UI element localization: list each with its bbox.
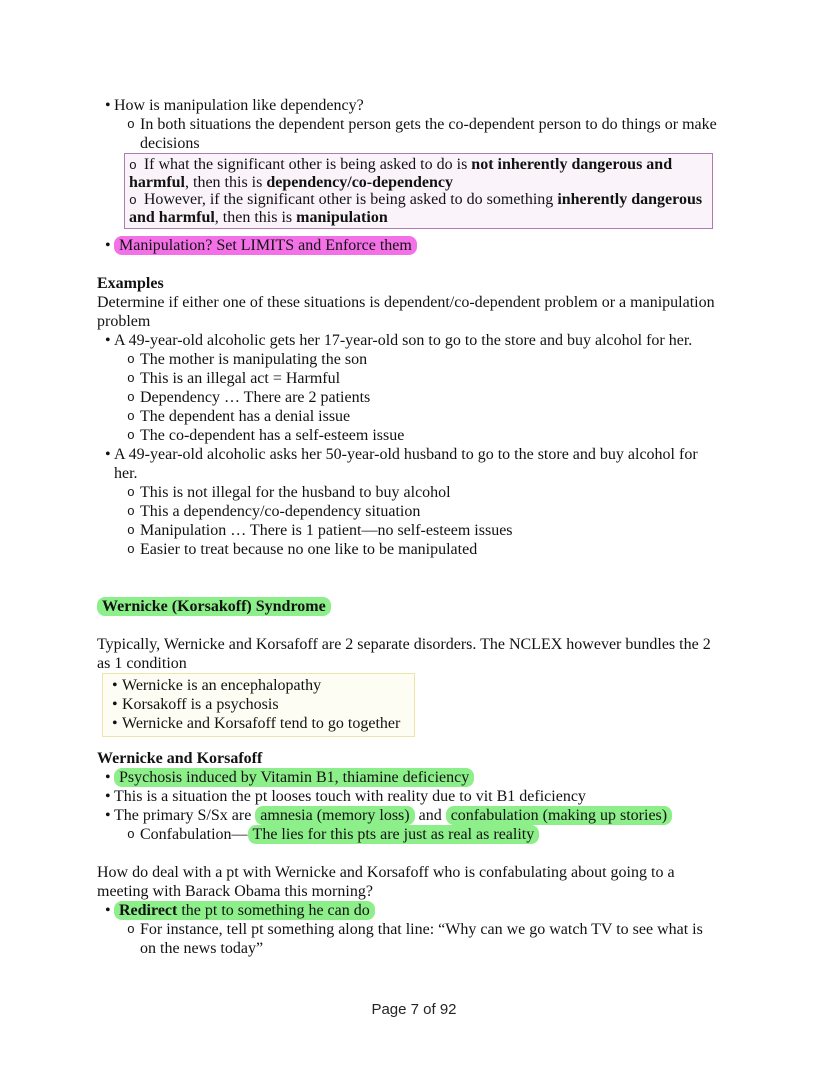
sub-bullet-item: o Dependency … There are 2 patients (127, 389, 371, 406)
boxed-item: • Korsakoff is a psychosis (112, 696, 279, 713)
bullet-marker: o (127, 371, 135, 386)
spacer (97, 255, 737, 274)
boxed-item: • Wernicke and Korsafoff tend to go together (112, 715, 401, 732)
bullet-marker: o (127, 922, 135, 937)
bullet-marker: o (127, 352, 135, 367)
spacer (97, 616, 737, 635)
bullet-item: • The primary S/Sx are amnesia (memory loss) and confabulation (making up stories) (97, 806, 737, 825)
paragraph: Typically, Wernicke and Korsafoff are 2 separate disorders. The NCLEX however bundles the 2 as 1 condition (97, 636, 711, 672)
page-number: Page 7 of 92 (371, 1001, 457, 1018)
sub-bullet-item: o This is not illegal for the husband to buy alcohol (127, 484, 451, 501)
boxed-item: o However, if the significant other is being asked to do something inherently dangerous and harmful, then this is manipulation (129, 191, 703, 226)
highlight-green: Psychosis induced by Vitamin B1, thiamine deficiency (114, 768, 474, 787)
bullet-item (97, 768, 737, 787)
bullet-marker: o (129, 158, 137, 173)
bullet-marker: o (127, 117, 135, 132)
bullet-marker: o (127, 409, 135, 424)
bullet-marker: o (127, 428, 135, 443)
bullet-marker: o (127, 485, 135, 500)
bullet-marker: • (112, 696, 118, 713)
highlight-green: confabulation (making up stories) (446, 806, 672, 825)
highlight-box-purple (124, 153, 713, 229)
bullet-marker: o (127, 523, 135, 538)
bullet-marker: • (105, 788, 111, 805)
bullet-item: • A 49-year-old alcoholic gets her 17-year-old son to go to the store and buy alcohol for her. (105, 332, 693, 349)
bullet-marker: o (127, 390, 135, 405)
document-content (97, 96, 737, 958)
bullet-marker: o (129, 193, 137, 208)
sub-bullet-item: o The mother is manipulating the son (127, 351, 368, 368)
sub-bullet-item: o In both situations the dependent person gets the co-dependent person to do things or make decisions (127, 116, 717, 152)
bullet-marker: o (127, 504, 135, 519)
bullet-marker: • (105, 97, 111, 114)
bullet-marker: o (127, 827, 135, 842)
section-heading (97, 597, 737, 616)
bullet-marker: • (105, 807, 111, 824)
highlight-green: The lies for this pts are just as real as reality (248, 825, 540, 844)
section-heading: Examples (97, 275, 164, 292)
sub-bullet-item: o Confabulation— The lies for this pts are just as real as reality (97, 825, 737, 844)
highlight-green: Redirect the pt to something he can do (114, 901, 375, 920)
sub-bullet-item: o Manipulation … There is 1 patient—no self-esteem issues (127, 522, 513, 539)
highlight-green: Wernicke (Korsakoff) Syndrome (97, 597, 331, 616)
spacer (97, 844, 737, 863)
sub-bullet-item: o This a dependency/co-dependency situation (127, 503, 421, 520)
bullet-marker: • (105, 332, 111, 349)
boxed-item: o If what the significant other is being asked to do is not inherently dangerous and harmful, then this is dependency/co-dependency (129, 156, 673, 191)
note-box-yellow (102, 673, 415, 737)
bullet-marker: • (105, 237, 111, 254)
paragraph: Determine if either one of these situations is dependent/co-dependent problem or a manipulation problem (97, 294, 715, 330)
bullet-item (97, 901, 737, 920)
bullet-item: • This is a situation the pt looses touch with reality due to vit B1 deficiency (105, 788, 586, 805)
section-heading: Wernicke and Korsafoff (97, 750, 263, 767)
sub-bullet-item: o The co-dependent has a self-esteem issue (127, 427, 405, 444)
spacer (97, 559, 737, 597)
sub-bullet-item: o For instance, tell pt something along that line: “Why can we go watch TV to see what is on the news today” (127, 921, 703, 957)
bullet-marker: • (112, 715, 118, 732)
sub-bullet-item: o This is an illegal act = Harmful (127, 370, 341, 387)
sub-bullet-item: o Easier to treat because no one like to be manipulated (127, 541, 478, 558)
boxed-item: • Wernicke is an encephalopathy (112, 677, 322, 694)
bullet-item: • How is manipulation like dependency? (105, 97, 364, 114)
bullet-marker: • (112, 677, 118, 694)
bullet-marker: • (105, 902, 111, 919)
sub-bullet-item: o The dependent has a denial issue (127, 408, 351, 425)
bullet-item (97, 236, 737, 255)
bullet-marker: • (105, 446, 111, 463)
highlight-green: amnesia (memory loss) (255, 806, 414, 825)
bullet-item: • A 49-year-old alcoholic asks her 50-year-old husband to go to the store and buy alcohol for her. (105, 446, 698, 482)
bullet-marker: • (105, 769, 111, 786)
paragraph: How do deal with a pt with Wernicke and Korsafoff who is confabulating about going to a meeting with Barack Obama this morning? (97, 864, 675, 900)
bullet-marker: o (127, 542, 135, 557)
highlight-magenta: Manipulation? Set LIMITS and Enforce them (114, 236, 417, 255)
